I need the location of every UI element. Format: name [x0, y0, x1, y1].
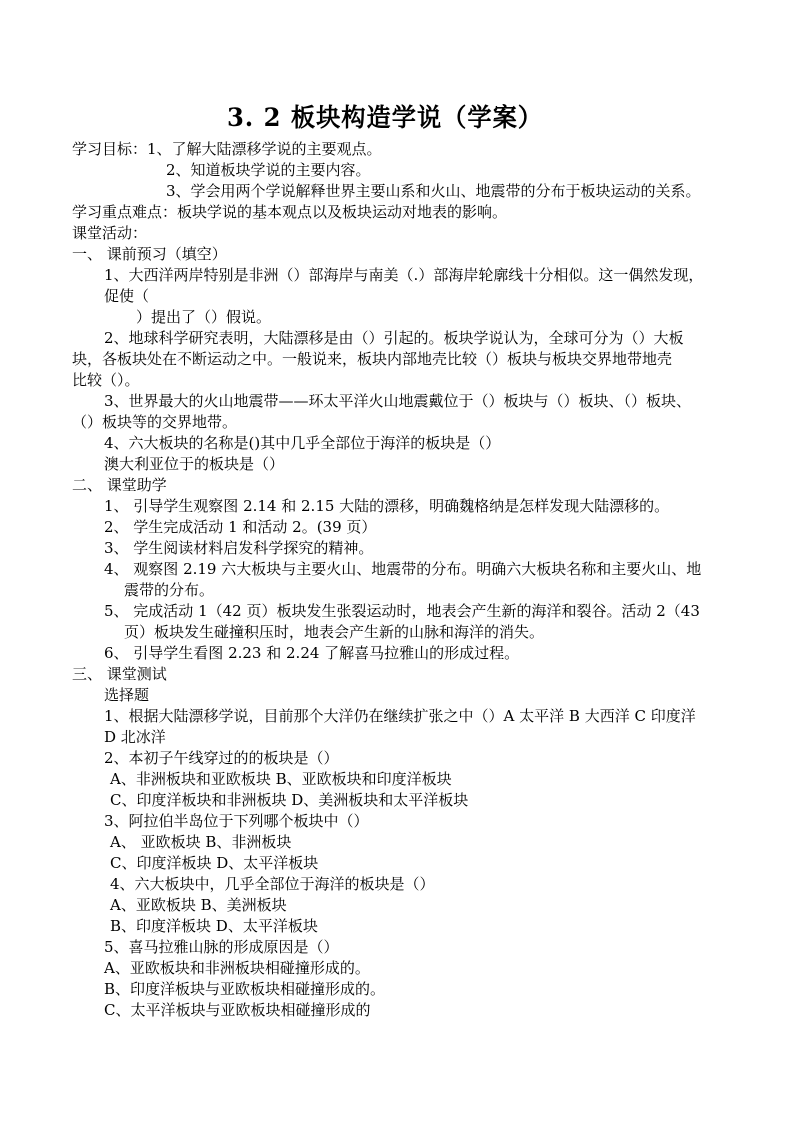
- text-line: 1、根据大陆漂移学说，目前那个大洋仍在继续扩张之中（）A 太平洋 B 大西洋 C 印度洋: [104, 707, 696, 725]
- text-line: B、印度洋板块与亚欧板块相碰撞形成的。: [104, 980, 386, 998]
- text-line: 3、 学生阅读材料启发科学探究的精神。: [104, 539, 374, 557]
- text-line: A、亚欧板块 B、美洲板块: [110, 896, 287, 914]
- text-line: 澳大利亚位于的板块是（）: [104, 455, 285, 473]
- text-line: 3、学会用两个学说解释世界主要山系和火山、地震带的分布于板块运动的关系。: [166, 182, 701, 200]
- text-line: B、印度洋板块 D、太平洋板块: [110, 917, 318, 935]
- text-line: （）板块等的交界地带。: [72, 413, 238, 431]
- section-heading: 二、 课堂助学: [72, 476, 167, 494]
- text-line: 4、六大板块的名称是()其中几乎全部位于海洋的板块是（）: [104, 434, 501, 452]
- text-line: A、 亚欧板块 B、非洲板块: [110, 833, 292, 851]
- text-line: 页）板块发生碰撞积压时，地表会产生新的山脉和海洋的消失。: [124, 623, 545, 641]
- text-line: 3、世界最大的火山地震带——环太平洋火山地震戴位于（）板块与（）板块、（）板块、: [104, 392, 692, 410]
- document-title: 3. 2 板块构造学说（学案）: [226, 103, 544, 132]
- text-line: C、太平洋板块与亚欧板块相碰撞形成的: [104, 1001, 371, 1019]
- text-line: ）提出了（）假说。: [136, 308, 272, 326]
- section-heading: 一、 课前预习（填空）: [72, 245, 227, 263]
- section-heading: 三、 课堂测试: [72, 665, 167, 683]
- text-line: 5、 完成活动 1（42 页）板块发生张裂运动时，地表会产生新的海洋和裂谷。活动 2（43: [104, 602, 700, 620]
- text-line: 4、六大板块中，几乎全部位于海洋的板块是（）: [110, 875, 435, 893]
- text-line: D 北冰洋: [104, 728, 166, 746]
- text-line: 5、喜马拉雅山脉的形成原因是（）: [104, 938, 339, 956]
- text-line: 6、 引导学生看图 2.23 和 2.24 了解喜马拉雅山的形成过程。: [104, 644, 520, 662]
- text-line: 学习重点难点：板块学说的基本观点以及板块运动对地表的影响。: [72, 203, 508, 221]
- text-line: 学习目标：1、了解大陆漂移学说的主要观点。: [72, 140, 382, 158]
- text-line: 课堂活动：: [72, 224, 148, 242]
- text-line: 1、 引导学生观察图 2.14 和 2.15 大陆的漂移，明确魏格纳是怎样发现大陆漂移的。: [104, 497, 670, 515]
- text-line: 选择题: [104, 686, 150, 704]
- text-line: 2、地球科学研究表明，大陆漂移是由（）引起的。板块学说认为，全球可分为（）大板: [104, 329, 684, 347]
- text-line: 4、 观察图 2.19 六大板块与主要火山、地震带的分布。明确六大板块名称和主要火山、地: [104, 560, 702, 578]
- text-line: C、印度洋板块 D、太平洋板块: [110, 854, 319, 872]
- text-line: C、印度洋板块和非洲板块 D、美洲板块和太平洋板块: [110, 791, 469, 809]
- text-line: 块，各板块处在不断运动之中。一般说来，板块内部地壳比较（）板块与板块交界地带地壳: [72, 350, 673, 368]
- text-line: 3、阿拉伯半岛位于下列哪个板块中（）: [104, 812, 369, 830]
- text-line: 2、知道板块学说的主要内容。: [166, 161, 371, 179]
- text-line: 震带的分布。: [124, 581, 215, 599]
- text-line: 2、本初子午线穿过的的板块是（）: [104, 749, 339, 767]
- text-line: 2、 学生完成活动 1 和活动 2。(39 页）: [104, 518, 377, 536]
- text-line: A、亚欧板块和非洲板块相碰撞形成的。: [104, 959, 370, 977]
- text-line: A、非洲板块和亚欧板块 B、亚欧板块和印度洋板块: [110, 770, 452, 788]
- text-line: 1、大西洋两岸特别是非洲（）部海岸与南美（.）部海岸轮廓线十分相似。这一偶然发现，: [104, 266, 704, 284]
- text-line: 比较（）。: [72, 371, 140, 389]
- text-line: 促使（: [104, 287, 150, 305]
